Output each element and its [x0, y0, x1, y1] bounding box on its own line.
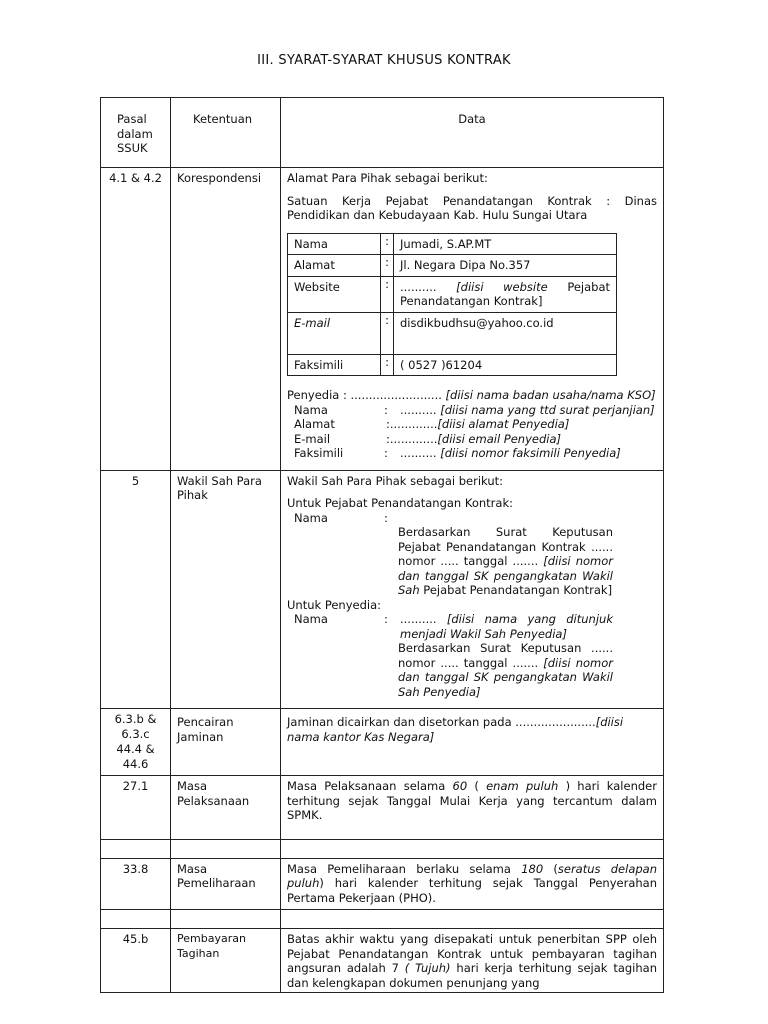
- field-value: [398, 612, 657, 641]
- dots: ..........: [400, 402, 437, 417]
- ppk-label: Untuk Pejabat Penandatangan Kontrak:: [287, 496, 513, 510]
- pasal-line: 44.4 &: [116, 742, 155, 756]
- value-seg: ( Tujuh): [404, 961, 451, 975]
- pasal-line: 44.6: [122, 757, 149, 771]
- placeholder-note: [diisi website: [456, 279, 548, 294]
- table-row: [101, 168, 664, 471]
- header-data-text: Data: [458, 112, 486, 126]
- field-label: [288, 312, 381, 354]
- table-header-row: [101, 98, 664, 168]
- placeholder-note: [diisi email Penyedia]: [437, 431, 562, 446]
- field-label: E-mail: [294, 431, 331, 446]
- header-pasal-text: Pasal dalam SSUK: [117, 112, 153, 155]
- spacer-cell: [281, 910, 664, 929]
- wakil-ppk-value: [287, 525, 657, 598]
- spacer-cell: [101, 910, 171, 929]
- header-data: [281, 98, 664, 168]
- separator: :: [381, 276, 394, 312]
- sk-text: Berdasarkan Surat Keputusan ...... nomor ..... tanggal .......: [398, 641, 613, 670]
- row-pasal: 45.b: [101, 929, 171, 993]
- value-seg: 180: [521, 861, 544, 876]
- placeholder-note: [diisi nama yang ditunjuk menjadi Wakil Sah Penyedia]: [400, 612, 613, 641]
- jaminan-text: Jaminan dicairkan dan disetorkan pada ......................: [287, 715, 596, 729]
- ssuk-table: [100, 97, 664, 993]
- page-title: III. SYARAT-SYARAT KHUSUS KONTRAK: [257, 53, 511, 68]
- penyedia-field: [287, 432, 657, 447]
- field-value-empty: [398, 511, 657, 526]
- value-seg: 60: [452, 779, 468, 793]
- value-seg: enam puluh: [486, 779, 559, 793]
- separator: :: [384, 612, 388, 626]
- row-pasal: 5: [101, 470, 171, 709]
- penyedia-field: [287, 417, 657, 432]
- inner-row: [288, 255, 617, 277]
- table-row: [101, 470, 664, 709]
- field-label: Alamat: [288, 255, 381, 277]
- wakil-field: [287, 511, 657, 526]
- field-value: [398, 403, 657, 418]
- ppk-address-table: [287, 233, 617, 377]
- text-seg: ) hari kalender terhitung sejak Tanggal Mulai Kerja yang tercantum dalam SPMK.: [287, 779, 657, 822]
- row-data: [281, 709, 664, 776]
- text-seg: ) hari kalender terhitung sejak Tanggal Penyerahan Pertama Pekerjaan (PHO).: [287, 876, 657, 905]
- inner-row: [288, 312, 617, 354]
- value-seg: seratus delapan puluh: [287, 861, 657, 890]
- field-value: ( 0527 )61204: [394, 354, 617, 376]
- placeholder-note: [diisi nama kantor Kas Negara]: [287, 715, 624, 744]
- penyedia-field: [287, 446, 657, 461]
- row-ketentuan: Pencairan Jaminan: [171, 709, 281, 776]
- row-pasal: 27.1: [101, 776, 171, 840]
- placeholder-note: [diisi nomor faksimili Penyedia]: [440, 446, 621, 460]
- email-label: E-mail: [294, 315, 331, 330]
- separator: :: [381, 354, 394, 376]
- field-label: Nama: [294, 510, 328, 525]
- table-row: [101, 929, 664, 993]
- row-ketentuan: Wakil Sah Para Pihak: [171, 470, 281, 709]
- table-row: [101, 776, 664, 840]
- field-label: Nama: [294, 612, 328, 626]
- header-ketentuan-text: Ketentuan: [193, 112, 253, 126]
- placeholder-note: [diisi nama badan usaha/nama KSO]: [445, 388, 656, 402]
- data-intro: Wakil Sah Para Pihak sebagai berikut:: [287, 473, 503, 488]
- row-ketentuan: Korespondensi: [171, 168, 281, 471]
- dots: :.............: [386, 417, 438, 431]
- text-seg: (: [467, 779, 487, 793]
- spacer-cell: [171, 839, 281, 858]
- sk-text: Berdasarkan Surat Keputusan Pejabat Penandatangan Kontrak ...... nomor ..... tanggal .......: [398, 525, 613, 568]
- row-ketentuan: Masa Pemeliharaan: [171, 858, 281, 910]
- row-ketentuan: Masa Pelaksanaan: [171, 776, 281, 840]
- field-value: Jl. Negara Dipa No.357: [394, 255, 617, 277]
- dots: :.............: [386, 431, 438, 446]
- text-seg: Batas akhir waktu yang disepakati untuk penerbitan SPP oleh Pejabat Penandatangan Kontrak untuk pembayaran tagihan angsuran adalah 7: [287, 932, 657, 975]
- row-pasal: 33.8: [101, 858, 171, 910]
- row-data: [281, 776, 664, 840]
- field-label: Nama: [288, 233, 381, 255]
- field-value: [384, 432, 657, 447]
- placeholder-note-2: Pejabat Penandatangan Kontrak]: [400, 279, 611, 308]
- inner-row: [288, 354, 617, 376]
- row-ketentuan: Pembayaran Tagihan: [171, 929, 281, 993]
- spacer-cell: [281, 839, 664, 858]
- data-intro: Alamat Para Pihak sebagai berikut:: [287, 171, 488, 185]
- placeholder-note: [diisi nama yang ttd surat perjanjian]: [440, 402, 655, 417]
- row-data: [281, 929, 664, 993]
- header-ketentuan: [171, 98, 281, 168]
- field-label: Faksimili: [288, 354, 381, 376]
- spacer-cell: [101, 839, 171, 858]
- separator: :: [381, 312, 394, 354]
- satuan-kerja-text: Satuan Kerja Pejabat Penandatangan Kontrak : Dinas Pendidikan dan Kebudayaan Kab. Hulu Sungai Utara: [287, 193, 657, 222]
- field-value: [384, 417, 657, 432]
- separator: :: [381, 255, 394, 277]
- separator: :: [384, 446, 388, 460]
- field-value: [394, 276, 617, 312]
- field-label: Faksimili: [294, 446, 344, 460]
- placeholder-note-2: Pejabat Penandatangan Kontrak]: [423, 583, 613, 597]
- row-data: [281, 858, 664, 910]
- separator: :: [384, 402, 388, 417]
- pasal-line: 6.3.c: [121, 727, 150, 741]
- field-label: Alamat: [294, 417, 335, 431]
- text-seg: Masa Pemeliharaan berlaku selama: [287, 861, 522, 876]
- row-data: [281, 168, 664, 471]
- dots: ..........: [400, 446, 437, 460]
- inner-row: [288, 276, 617, 312]
- text-seg: hari kerja terhitung sejak tagihan dan kelengkapan dokumen penunjang yang: [287, 961, 657, 990]
- field-value: [398, 446, 657, 461]
- placeholder-note: [diisi alamat Penyedia]: [437, 417, 570, 431]
- spacer-cell: [171, 910, 281, 929]
- wakil-field: [287, 612, 657, 641]
- separator: :: [384, 510, 388, 525]
- table-row: [101, 858, 664, 910]
- inner-row: [288, 233, 617, 255]
- penyedia-label: Untuk Penyedia:: [287, 597, 382, 612]
- placeholder-note: [diisi nomor dan tanggal SK pengangkatan Wakil Sah Penyedia]: [398, 655, 614, 699]
- table-row: [101, 709, 664, 776]
- penyedia-label: Penyedia : .........................: [287, 388, 442, 402]
- penyedia-field: [287, 403, 657, 418]
- field-value: disdikbudhsu@yahoo.co.id: [394, 312, 617, 354]
- pasal-line: 6.3.b &: [114, 712, 157, 726]
- row-data: [281, 470, 664, 709]
- dots: ..........: [400, 279, 437, 294]
- header-pasal: [101, 98, 171, 168]
- spacer-row: [101, 910, 664, 929]
- penyedia-line: [287, 388, 657, 403]
- field-label: Website: [288, 276, 381, 312]
- text-seg: Masa Pelaksanaan selama: [287, 779, 453, 793]
- field-value: Jumadi, S.AP.MT: [394, 233, 617, 255]
- row-pasal: [101, 709, 171, 776]
- placeholder-note: [diisi nomor dan tanggal SK pengangkatan Wakil Sah: [398, 554, 614, 597]
- separator: :: [381, 233, 394, 255]
- wakil-penyedia-value: [287, 641, 657, 699]
- text-seg: (: [543, 861, 558, 876]
- spacer-row: [101, 839, 664, 858]
- field-label: Nama: [294, 402, 328, 417]
- dots: ..........: [400, 612, 437, 626]
- row-pasal: 4.1 & 4.2: [101, 168, 171, 471]
